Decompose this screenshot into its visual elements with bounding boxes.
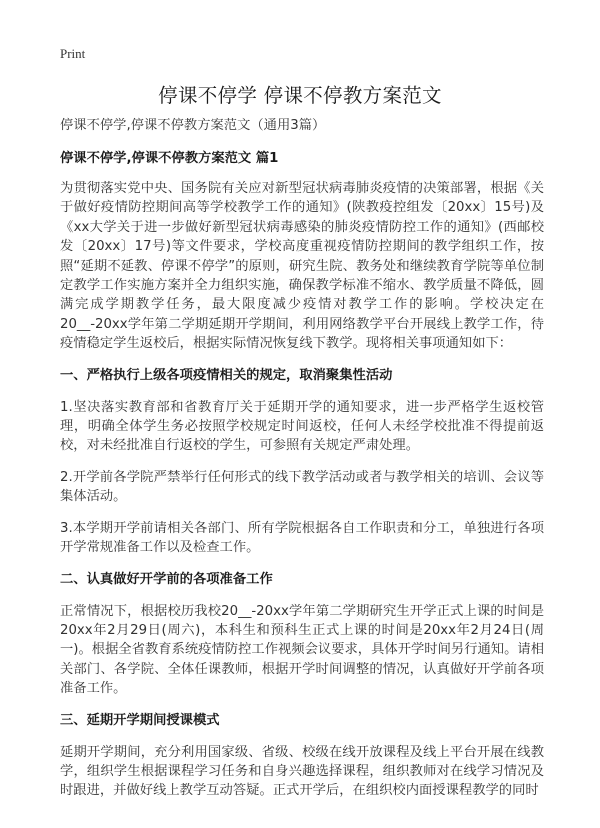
section-1-heading: 一、严格执行上级各项疫情相关的规定，取消聚集性活动 [60,367,393,383]
part-heading: 停课不停学,停课不停教方案范文 篇1 [60,151,279,166]
section-1-paragraph: 3.本学期开学前请相关各部门、所有学院根据各自工作职责和分工，单独进行各项开学常规准备工作以及检查工作。 [60,520,544,556]
document-body [60,116,544,813]
section-1-paragraph: 1.坚决落实教育部和省教育厅关于延期开学的通知要求，进一步严格学生返校管理，明确全体学生务必按照学校规定时间返校，任何人未经学校批准不得提前返校，对未经批准自行返校的学生，可参照有关规定严肃处理。 [60,399,544,454]
section-2-heading: 二、认真做好开学前的各项准备工作 [60,571,273,587]
document-subtitle: 停课不停学,停课不停教方案范文（通用3篇） [60,118,326,133]
section-3-heading: 三、延期开学期间授课模式 [60,712,220,728]
document-title: 停课不停学 停课不停教方案范文 [158,84,442,107]
section-2-paragraph: 正常情况下，根据校历我校20__-20xx学年第二学期研究生开学正式上课的时间是20xx年2月29日(周六)，本科生和预科生正式上课的时间是20xx年2月24日(周一)。根据全省教育系统疫情防控工作视频会议要求，具体开学时间另行通知。请相关部门、各学院、全体任课教师，根据开学时间调整的情况，认真做好开学前各项准备工作。 [60,603,544,697]
intro-paragraph: 为贯彻落实党中央、国务院有关应对新型冠状病毒肺炎疫情的决策部署，根据《关于做好疫情防控期间高等学校教学工作的通知》(陕教疫控组发〔20xx〕15号)及《xx大学关于进一步做好新型冠状病毒感染的肺炎疫情防控工作的通知》(西邮校发〔20xx〕17号)等文件要求，学校高度重视疫情防控期间的教学组织工作，按照“延期不延教、停课不停学”的原则，研究生院、教务处和继续教育学院等单位制定教学工作实施方案并全力组织实施，确保教学标准不缩水、教学质量不降低，圆满完成学期教学任务，最大限度减少疫情对教学工作的影响。学校决定在20__-20xx学年第二学期延期开学期间，利用网络教学平台开展线上教学工作，待疫情稳定学生返校后，根据实际情况恢复线下教学。现将相关事项通知如下： [60,181,544,352]
print-label: Print [60,46,86,61]
section-1-paragraph: 2.开学前各学院严禁举行任何形式的线下教学活动或者与教学相关的培训、会议等集体活动。 [60,469,544,505]
section-3-paragraph: 延期开学期间，充分利用国家级、省级、校级在线开放课程及线上平台开展在线教学，组织学生根据课程学习任务和自身兴趣选择课程，组织教师对在线学习情况及时跟进，并做好线上教学互动答疑。正式开学后，在组织校内面授课程教学的同时 [60,744,544,799]
